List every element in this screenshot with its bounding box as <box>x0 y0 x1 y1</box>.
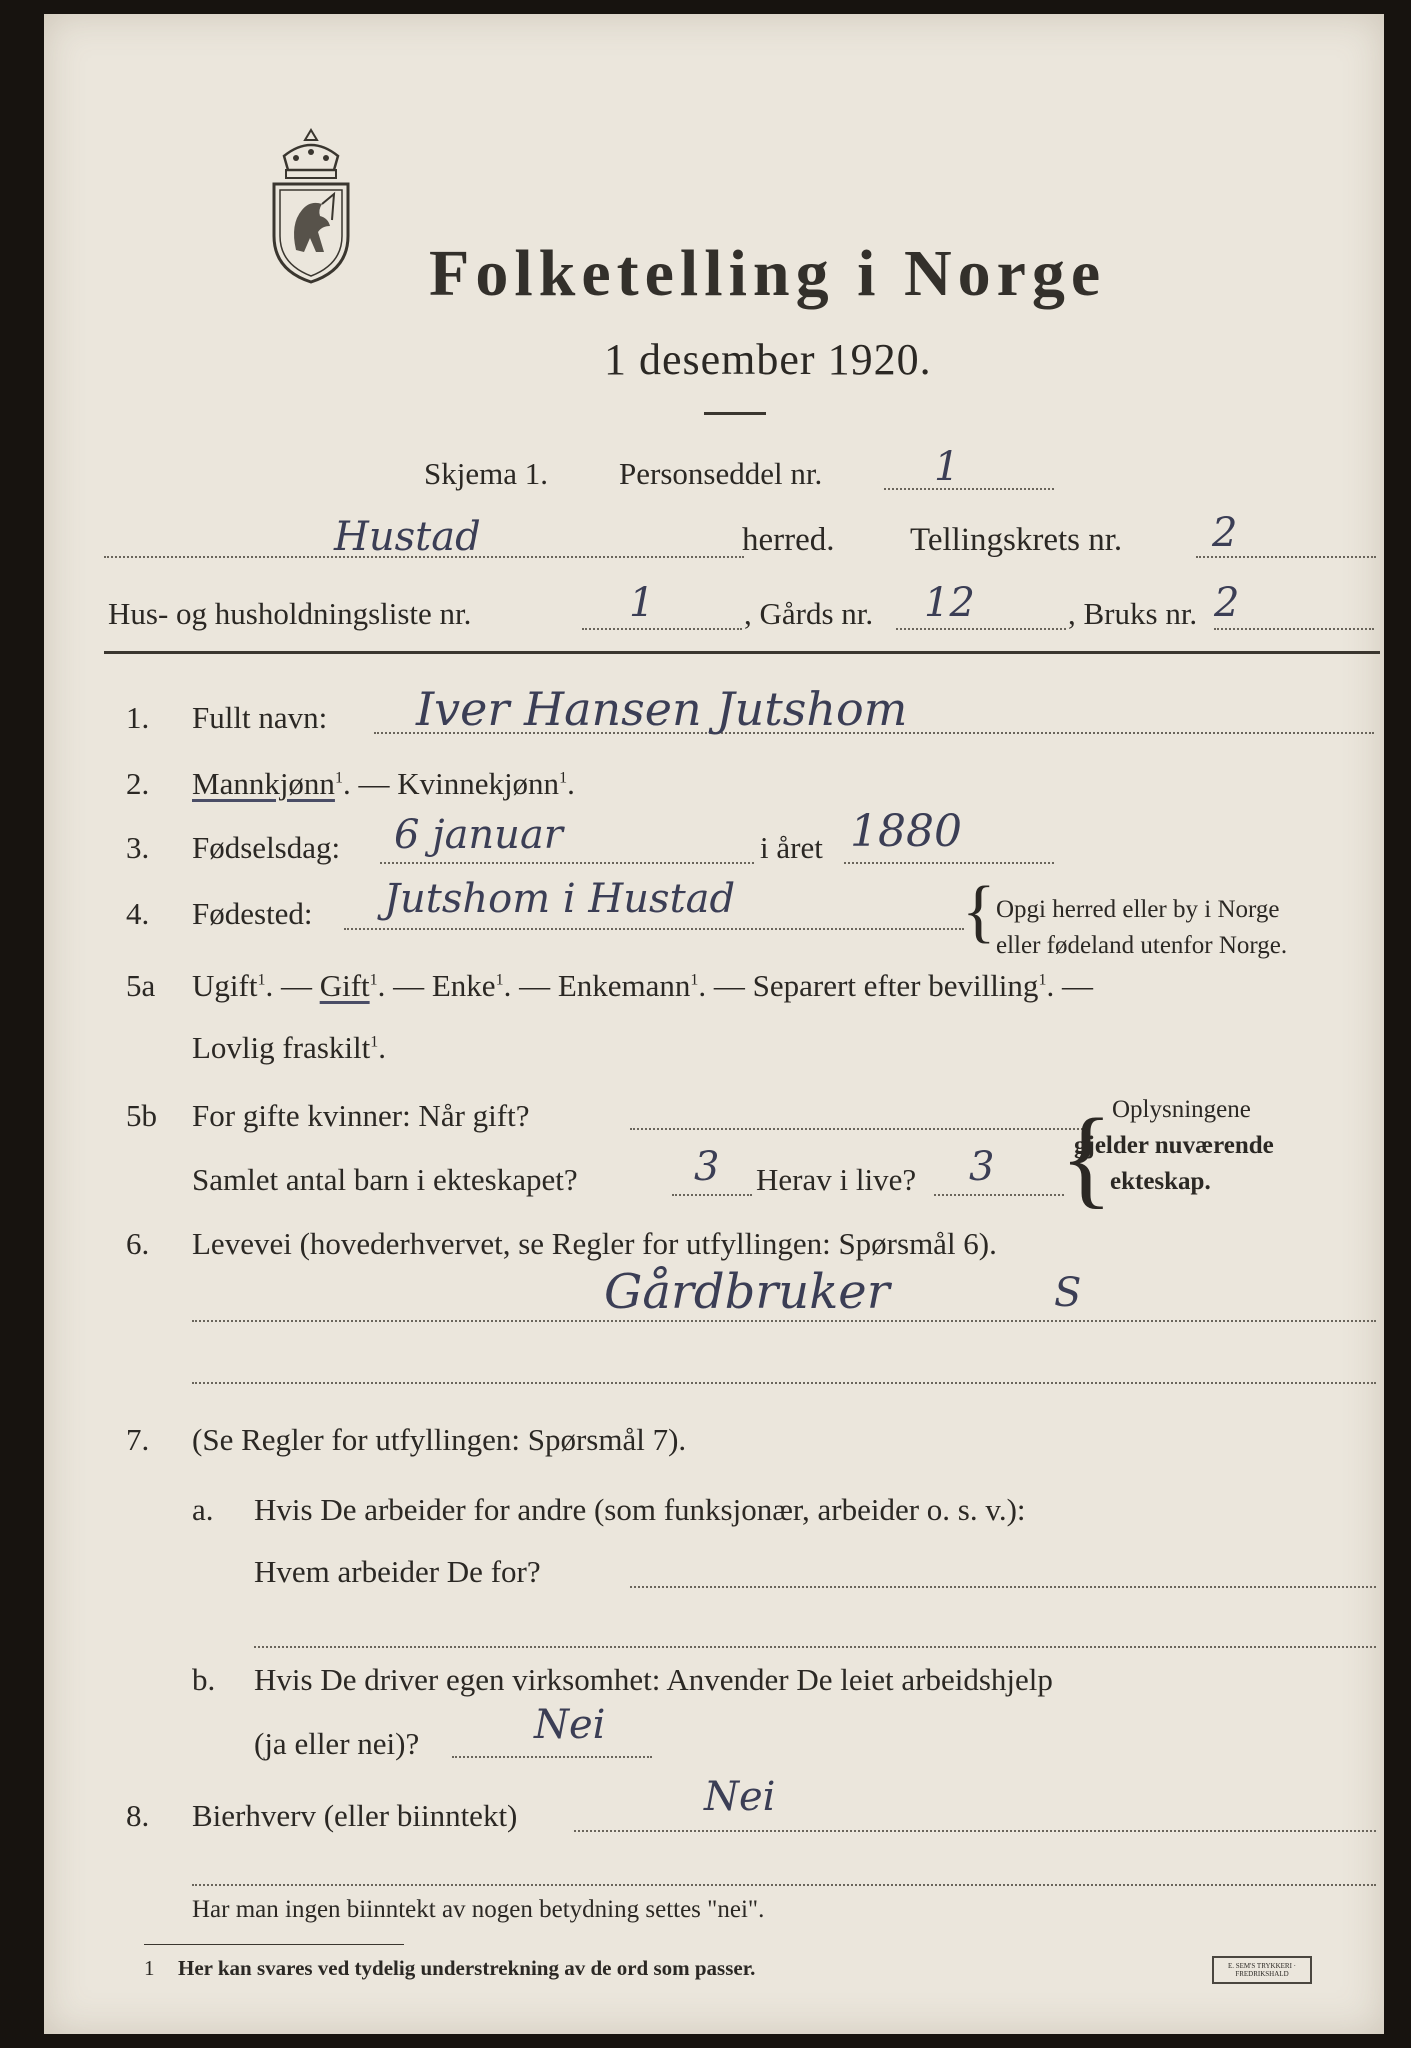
q4-note-line1: Opgi herred eller by i Norge <box>996 896 1280 923</box>
q5b-married-field[interactable] <box>630 1128 1090 1130</box>
form-date: 1 desember 1920. <box>604 335 932 384</box>
footnote-mark: 1 <box>144 1956 155 1980</box>
q7b-value: Nei <box>534 1702 606 1748</box>
q5b-alive-value: 3 <box>969 1144 995 1190</box>
personseddel-field[interactable] <box>884 488 1054 490</box>
q2-number: 2. <box>126 766 150 801</box>
q3-date-value: 6 januar <box>394 812 563 858</box>
q7a-question: Hvem arbeider De for? <box>254 1554 541 1589</box>
q6-field-line2[interactable] <box>192 1382 1376 1384</box>
q7a-field-line2[interactable] <box>254 1646 1376 1648</box>
q7-number: 7. <box>126 1422 150 1457</box>
q4-label: Fødested: <box>192 896 313 931</box>
q5b-alive-field[interactable] <box>934 1194 1064 1196</box>
q7b-number: b. <box>192 1662 216 1697</box>
gards-value: 12 <box>924 580 975 626</box>
census-form-paper <box>44 14 1384 2034</box>
q5a-number: 5a <box>126 968 156 1003</box>
q3-label: Fødselsdag: <box>192 830 341 865</box>
q3-date-field[interactable] <box>380 862 754 864</box>
q5b-children-field[interactable] <box>672 1194 752 1196</box>
q5b-children-label: Samlet antal barn i ekteskapet? <box>192 1162 578 1197</box>
q4-brace: { <box>962 873 996 950</box>
q1-number: 1. <box>126 700 150 735</box>
header-divider <box>104 651 1380 654</box>
q6-field-line1[interactable] <box>192 1320 1376 1322</box>
q8-value: Nei <box>704 1774 776 1820</box>
footnote-text: Her kan svares ved tydelig understrekning av de ord som passer. <box>178 1956 756 1980</box>
q6-label: Levevei (hovederhvervet, se Regler for utfyllingen: Spørsmål 6). <box>192 1226 997 1261</box>
q5b-alive-label: Herav i live? <box>756 1162 917 1197</box>
q8-field-line2[interactable] <box>192 1884 1376 1886</box>
q7b-field[interactable] <box>452 1756 652 1758</box>
tellingskrets-label: Tellingskrets nr. <box>910 522 1123 558</box>
printer-stamp: E. SEM'S TRYKKERI · FREDRIKSHALD <box>1212 1956 1312 1984</box>
q7a-field-line1[interactable] <box>630 1586 1376 1588</box>
q6-mark: S <box>1054 1270 1082 1316</box>
q8-field[interactable] <box>574 1830 1376 1832</box>
q5b-married-label: For gifte kvinner: Når gift? <box>192 1098 530 1133</box>
hus-value: 1 <box>629 580 655 626</box>
q2-options: Mannkjønn$^1$. — Kvinnekjønn$^1$. <box>192 766 575 801</box>
tellingskrets-field[interactable] <box>1196 556 1376 558</box>
q8-number: 8. <box>126 1798 150 1833</box>
herred-label: herred. <box>742 522 835 558</box>
q1-label: Fullt navn: <box>192 700 328 735</box>
coat-of-arms-icon <box>266 126 356 291</box>
q5b-brace: { <box>1060 1096 1113 1218</box>
q5a-gift-option[interactable]: Gift <box>319 968 370 1003</box>
q4-field[interactable] <box>344 928 964 930</box>
q4-number: 4. <box>126 896 150 931</box>
q1-value: Iver Hansen Jutshom <box>416 682 908 736</box>
bruks-field[interactable] <box>1214 628 1374 630</box>
q5b-note-line2: gjelder nuværende <box>1074 1132 1274 1159</box>
q5b-children-value: 3 <box>694 1144 720 1190</box>
hus-field[interactable] <box>582 628 742 630</box>
q6-value: Gårdbruker <box>604 1264 890 1320</box>
q5a-options-line2: Lovlig fraskilt$^1$. <box>192 1030 386 1065</box>
q3-year-label: i året <box>760 830 823 865</box>
q7b-label: Hvis De driver egen virksomhet: Anvender De leiet arbeidshjelp <box>254 1662 1053 1697</box>
q5a-separert-option[interactable]: Separert efter bevilling <box>752 968 1039 1003</box>
skjema-label: Skjema 1. <box>424 456 548 491</box>
bruks-label: , Bruks nr. <box>1068 596 1198 631</box>
gards-label: , Gårds nr. <box>744 596 874 631</box>
q2-female-option[interactable]: Kvinnekjønn <box>397 766 560 801</box>
footnote-divider <box>144 1944 404 1945</box>
q7-label: (Se Regler for utfyllingen: Spørsmål 7). <box>192 1422 687 1457</box>
q3-year-field[interactable] <box>844 862 1054 864</box>
q5b-number: 5b <box>126 1098 157 1133</box>
q5b-note-line1: Oplysningene <box>1112 1096 1251 1123</box>
tellingskrets-value: 2 <box>1212 510 1238 556</box>
gards-field[interactable] <box>896 628 1066 630</box>
q5a-options: Ugift$^1$. — Gift$^1$. — Enke$^1$. — Enkemann$^1$. — Separert efter bevilling$^1$. — <box>192 968 1093 1003</box>
q2-male-option[interactable]: Mannkjønn <box>192 766 335 801</box>
q5a-enkemann-option[interactable]: Enkemann <box>557 968 691 1003</box>
q5a-ugift-option[interactable]: Ugift <box>192 968 258 1003</box>
q3-year-value: 1880 <box>850 806 962 857</box>
personseddel-value: 1 <box>934 444 960 490</box>
footer-note: Har man ingen biinntekt av nogen betydning settes "nei". <box>192 1896 765 1923</box>
bruks-value: 2 <box>1214 580 1240 626</box>
title-divider <box>704 412 766 415</box>
q7b-question: (ja eller nei)? <box>254 1726 420 1761</box>
herred-value: Hustad <box>334 514 481 560</box>
q5b-note-line3: ekteskap. <box>1110 1168 1211 1195</box>
q5a-enke-option[interactable]: Enke <box>431 968 496 1003</box>
q5a-fraskilt-option[interactable]: Lovlig fraskilt <box>192 1030 371 1065</box>
form-title: Folketelling i Norge <box>429 237 1107 310</box>
q7a-label: Hvis De arbeider for andre (som funksjonær, arbeider o. s. v.): <box>254 1492 1026 1527</box>
q8-label: Bierhverv (eller biinntekt) <box>192 1798 518 1833</box>
q3-number: 3. <box>126 830 150 865</box>
q4-value: Jutshom i Hustad <box>384 876 736 922</box>
hus-label: Hus- og husholdningsliste nr. <box>108 596 472 631</box>
q7a-number: a. <box>192 1492 214 1527</box>
personseddel-label: Personseddel nr. <box>619 456 823 491</box>
q6-number: 6. <box>126 1226 150 1261</box>
q4-note-line2: eller fødeland utenfor Norge. <box>996 932 1288 959</box>
